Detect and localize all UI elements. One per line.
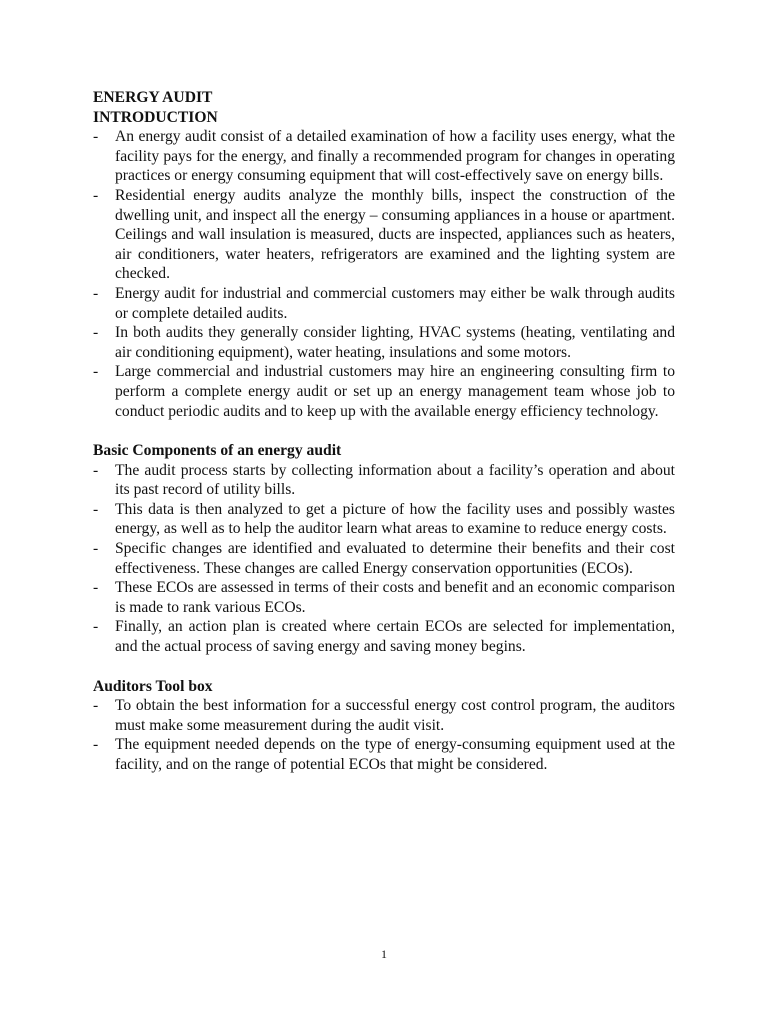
list-item: - This data is then analyzed to get a picture of how the facility uses and possibly wastes energy, as well as to help the auditor learn what areas to examine to reduce energy costs. xyxy=(93,500,675,538)
bullet-dash: - xyxy=(93,500,99,518)
list-item: - The audit process starts by collecting information about a facility’s operation and about its past record of utility bills. xyxy=(93,461,675,499)
section-spacer xyxy=(93,657,675,677)
list-item: - The equipment needed depends on the type of energy-consuming equipment used at the facility, and on the range of potential ECOs that might be considered. xyxy=(93,736,675,773)
list-item: - Residential energy audits analyze the monthly bills, inspect the construction of the dwelling unit, and inspect all the energy – consuming appliances in a house or apartment. Ceilings and wall insulation is measured, ducts are inspected, appliances such as heaters, air conditioners, water heaters, refrigerators are examined and the lighting system are checked. xyxy=(93,186,675,283)
section-heading-introduction: INTRODUCTION xyxy=(93,108,218,126)
document-title: ENERGY AUDIT xyxy=(93,89,213,106)
bullet-dash: - xyxy=(93,736,99,754)
bullet-dash: - xyxy=(93,363,99,381)
section-spacer xyxy=(93,421,675,441)
bullet-dash: - xyxy=(93,618,99,636)
list-item: - Large commercial and industrial customers may hire an engineering consulting firm to perform a complete energy audit or set up an energy management team whose job to conduct periodic audits and to keep up with the available energy efficiency technology. xyxy=(93,363,675,420)
document-page xyxy=(93,88,675,775)
bullet-dash: - xyxy=(93,461,99,479)
page-number: 1 xyxy=(381,947,387,961)
list-item: - Specific changes are identified and evaluated to determine their benefits and their cost effectiveness. These changes are called Energy conservation opportunities (ECOs). xyxy=(93,540,675,577)
bullet-dash: - xyxy=(93,186,99,204)
bullet-dash: - xyxy=(93,540,99,558)
section-heading-auditors-toolbox: Auditors Tool box xyxy=(93,677,213,695)
list-item: - An energy audit consist of a detailed examination of how a facility uses energy, what the facility pays for the energy, and finally a recommended program for changes in operating practices or energy consuming equipment that will cost-effectively save on energy bills. xyxy=(93,128,675,185)
section-heading-basic-components: Basic Components of an energy audit xyxy=(93,442,342,460)
bullet-dash: - xyxy=(93,284,99,302)
bullet-dash: - xyxy=(93,697,99,715)
list-item: - Energy audit for industrial and commercial customers may either be walk through audits or complete detailed audits. xyxy=(93,284,675,322)
introduction-list xyxy=(93,127,675,421)
bullet-dash: - xyxy=(93,128,99,146)
list-item: - Finally, an action plan is created where certain ECOs are selected for implementation, and the actual process of saving energy and saving money begins. xyxy=(93,618,675,656)
basic-components-list xyxy=(93,461,675,657)
list-item: - In both audits they generally consider lighting, HVAC systems (heating, ventilating and air conditioning equipment), water heating, insulations and some motors. xyxy=(93,324,675,361)
bullet-dash: - xyxy=(93,579,99,597)
bullet-dash: - xyxy=(93,324,99,342)
auditors-toolbox-list xyxy=(93,696,675,774)
list-item: - These ECOs are assessed in terms of their costs and benefit and an economic comparison is made to rank various ECOs. xyxy=(93,579,675,616)
list-item: - To obtain the best information for a successful energy cost control program, the auditors must make some measurement during the audit visit. xyxy=(93,697,675,734)
